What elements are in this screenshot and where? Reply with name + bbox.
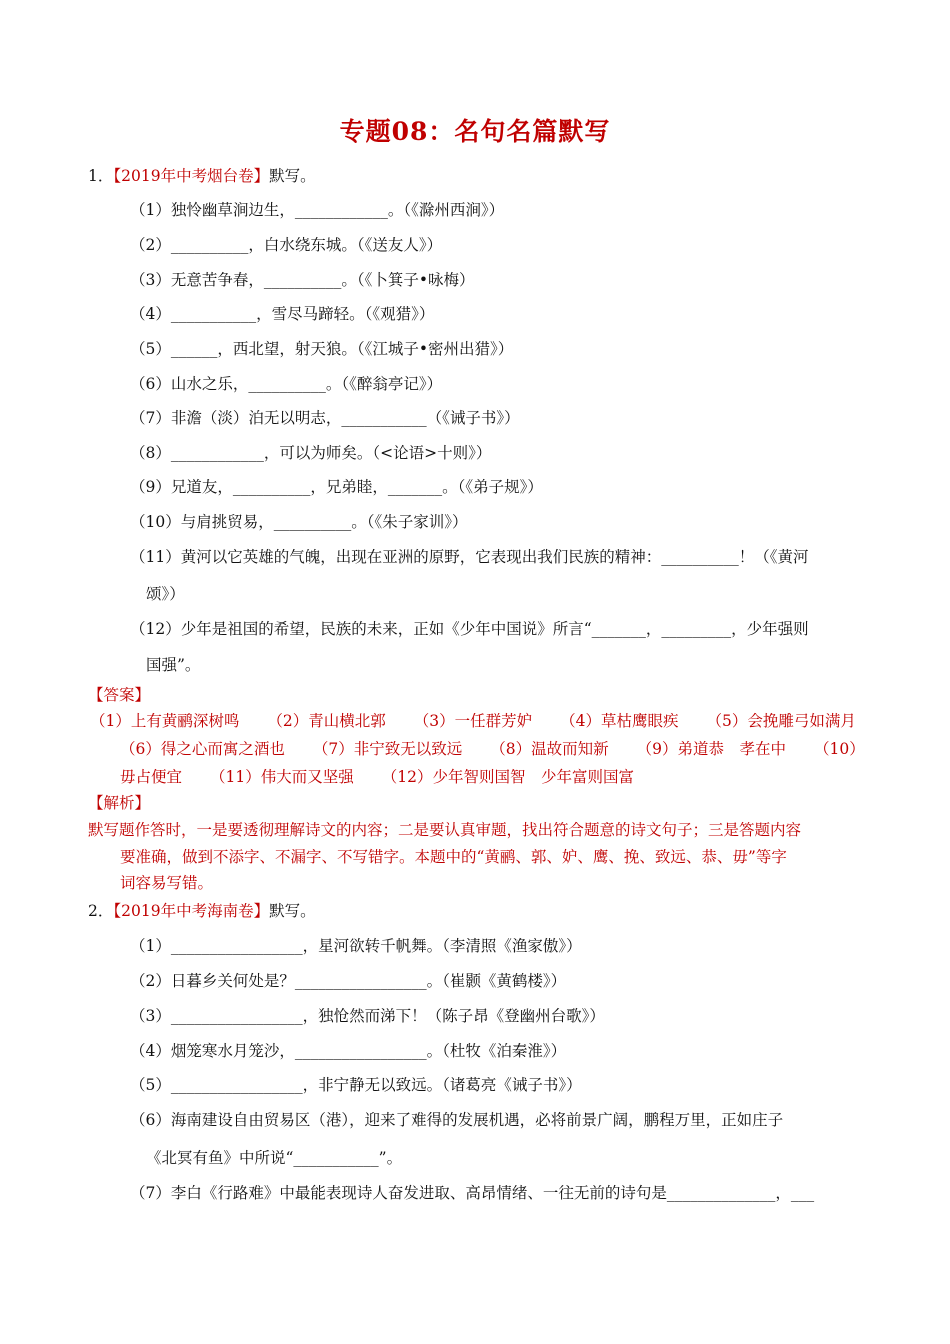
q1-item-12-cont: 国强”。 [146,656,201,674]
q2-item-2: （2）日暮乡关何处是？_________________。（崔颢《黄鹤楼》） [130,972,567,990]
q1-item-12: （12）少年是祖国的希望，民族的未来，正如《少年中国说》所言“_______，_________，少年强则 [130,620,809,638]
answer: （5）会挽雕弓如满月 [706,712,856,730]
answer: （8）温故而知新 [490,740,609,758]
answer: （2）青山横北郭 [267,712,386,730]
question-1-header [88,166,316,186]
answer: （6）得之心而寓之酒也 [120,740,285,758]
analysis-line-1: 默写题作答时，一是要透彻理解诗文的内容；二是要认真审题，找出符合题意的诗文句子；三是答题内容 [88,821,802,839]
q1-item-7: （7）非澹（淡）泊无以明志，___________（《诫子书》） [130,409,520,427]
q1-item-11-cont: 颂》） [146,585,185,603]
answer: （4）草枯鹰眼疾 [560,712,679,730]
q1-item-10: （10）与肩挑贸易，__________。（《朱子家训》） [130,513,468,531]
question-number: 2． [88,902,114,920]
question-source: 【2019年中考海南卷】 [113,902,270,920]
question-number: 1． [88,167,114,185]
q2-item-6: （6）海南建设自由贸易区（港），迎来了难得的发展机遇，必将前景广阔，鹏程万里，正如庄子 [130,1111,784,1129]
page-title: 专题08：名句名篇默写 [339,117,611,146]
answer: （10） [814,740,865,758]
answer: 毋占便宜 [120,768,183,786]
analysis-line-2: 要准确，做到不添字、不漏字、不写错字。本题中的“黄鹂、郭、妒、鹰、挽、致远、恭、毋”等字 [120,848,787,866]
q1-item-5: （5）______，西北望，射天狼。（《江城子•密州出猎》） [130,340,514,358]
q2-item-4: （4）烟笼寒水月笼沙，_________________。（杜牧《泊秦淮》） [130,1042,567,1060]
answer-label: 【答案】 [88,686,151,704]
q2-item-3: （3）_________________，独怆然而涕下！（陈子昂《登幽州台歌》） [130,1007,605,1025]
answers-line-2 [120,739,865,759]
answer: （11）伟大而又坚强 [210,768,354,786]
q2-item-1: （1）_________________，星河欲转千帆舞。（李清照《渔家傲》） [130,937,582,955]
q1-item-11: （11）黄河以它英雄的气魄，出现在亚洲的原野，它表现出我们民族的精神：__________！（《黄河 [130,548,809,566]
question-instruction: 默写。 [269,167,316,185]
q1-item-9: （9）兄道友，__________，兄弟睦，_______。（《弟子规》） [130,478,543,496]
answer: （1）上有黄鹂深树鸣 [90,712,240,730]
question-2-header [88,901,316,921]
q1-item-4: （4）___________，雪尽马蹄轻。（《观猎》） [130,305,435,323]
q2-item-5: （5）_________________，非宁静无以致远。（诸葛亮《诫子书》） [130,1076,582,1094]
q2-item-6-cont: 《北冥有鱼》中所说“___________”。 [146,1149,403,1167]
answer: （9）弟道恭 孝在中 [636,740,786,758]
answers-line-1 [90,711,856,731]
q1-item-3: （3）无意苦争春，__________。（《卜箕子•咏梅） [130,271,475,289]
analysis-line-3: 词容易写错。 [120,874,214,892]
question-instruction: 默写。 [269,902,316,920]
q1-item-2: （2）__________，白水绕东城。（《送友人》） [130,236,443,254]
question-source: 【2019年中考烟台卷】 [113,167,270,185]
answer: （12）少年智则国智 少年富则国富 [381,768,634,786]
q1-item-8: （8）____________，可以为师矣。（<论语>十则》） [130,444,492,462]
analysis-label: 【解析】 [88,794,151,812]
q1-item-1: （1）独怜幽草涧边生，____________。（《滁州西涧》） [130,201,505,219]
answer: （3）一任群芳妒 [413,712,533,730]
q1-item-6: （6）山水之乐，__________。（《醉翁亭记》） [130,375,443,393]
q2-item-7: （7）李白《行路难》中最能表现诗人奋发进取、高昂情绪、一往无前的诗句是______________，___ [130,1184,815,1202]
answer: （7）非宁致无以致远 [312,740,463,758]
answers-line-3 [120,767,634,787]
